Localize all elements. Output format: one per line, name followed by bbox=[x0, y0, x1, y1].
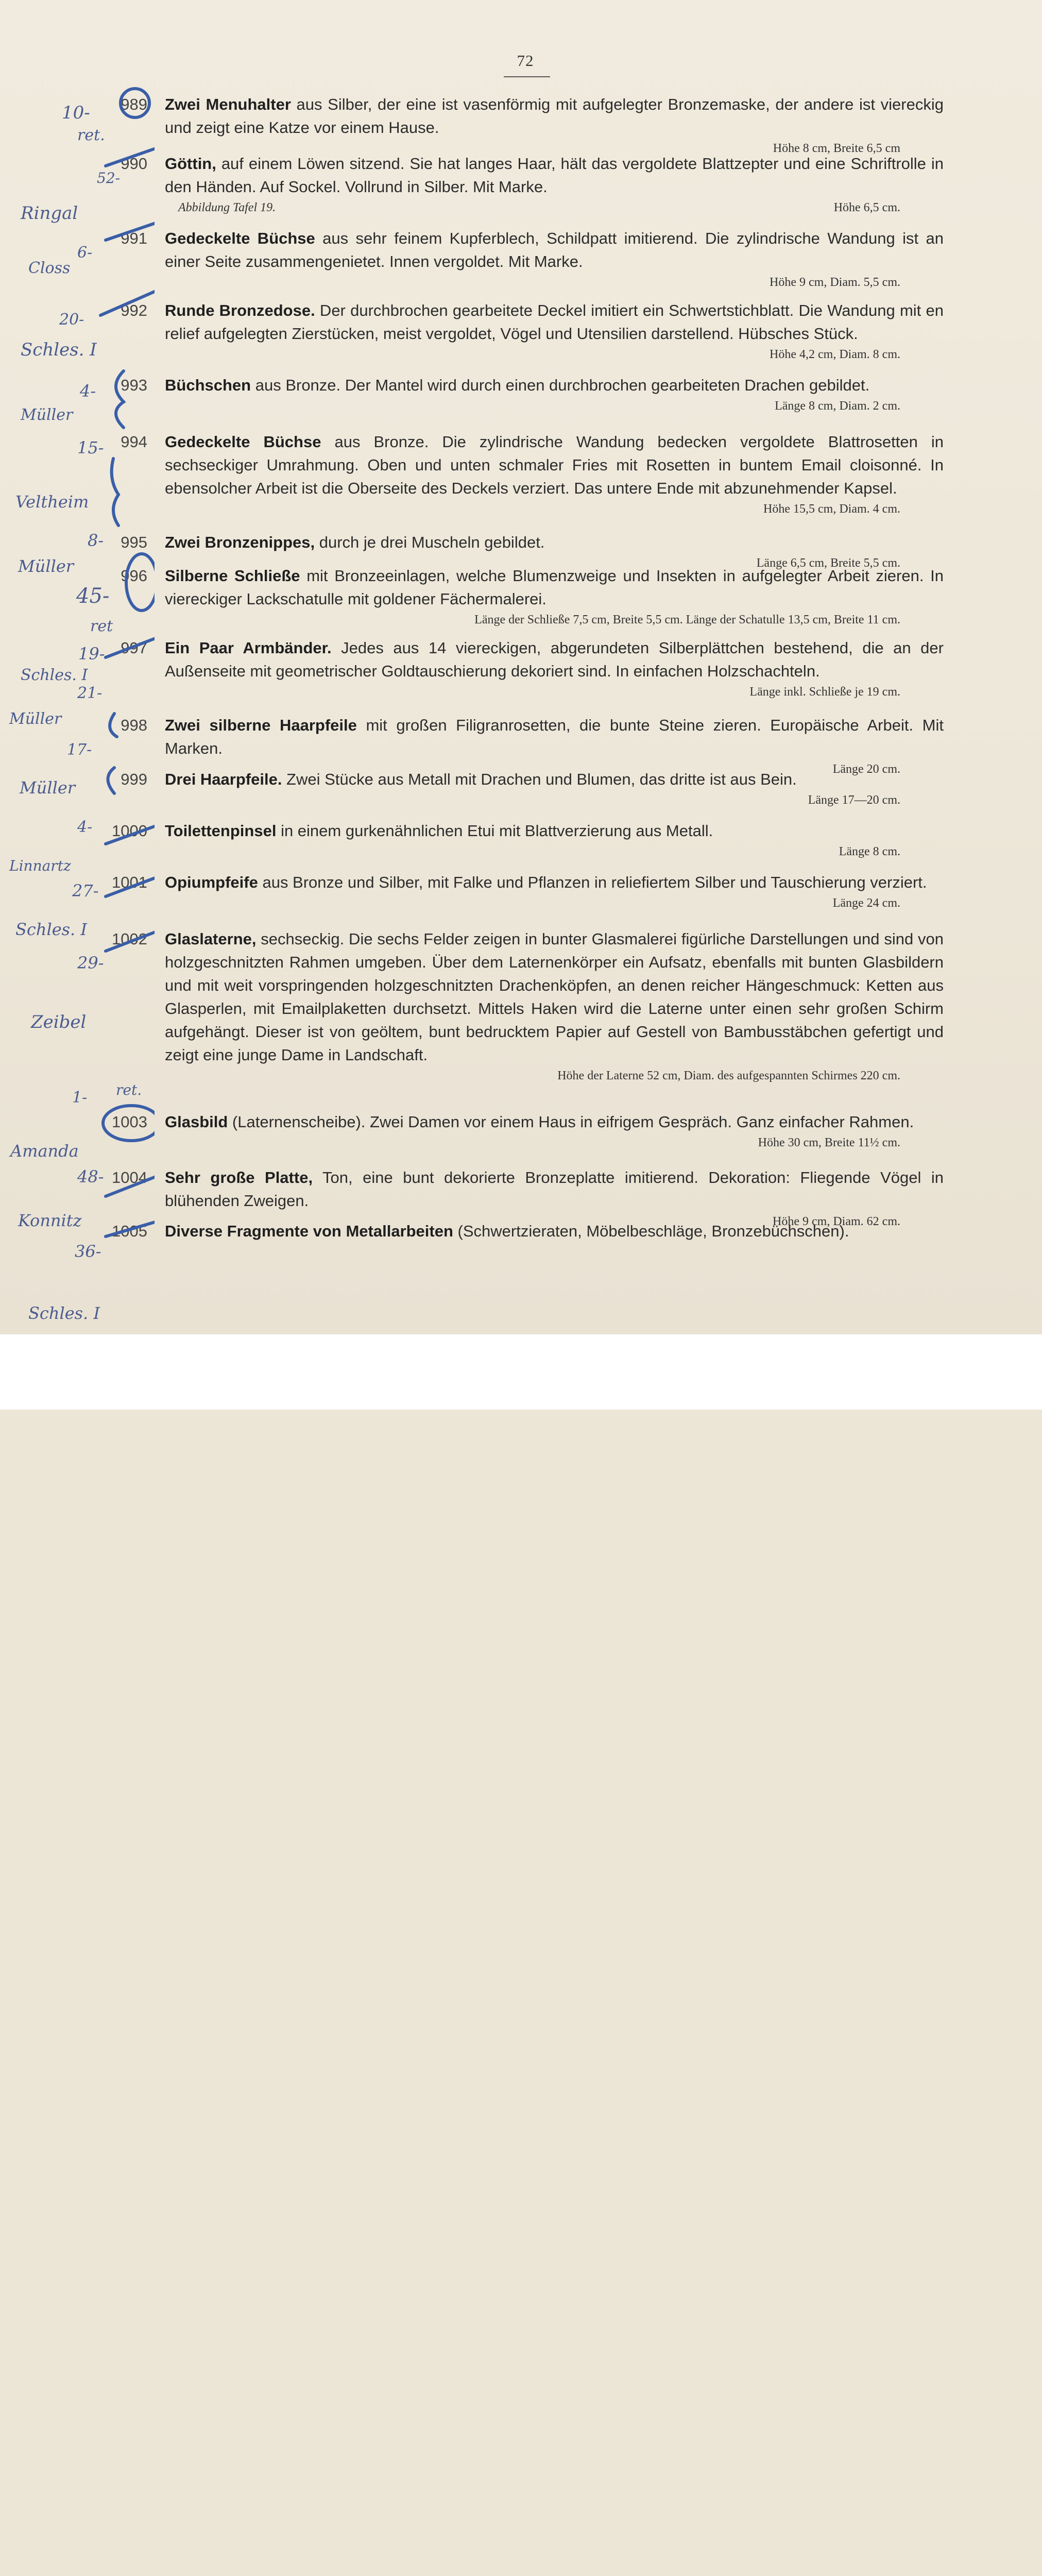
handwritten-note: ret. bbox=[116, 1081, 142, 1098]
entry-body bbox=[165, 152, 944, 217]
lot-number: 991 bbox=[121, 229, 147, 247]
measurements: Länge 20 cm. bbox=[832, 762, 900, 776]
viewer-footer bbox=[0, 1334, 1042, 1410]
handwritten-note: 36- bbox=[75, 1242, 101, 1261]
entry-description: aus sehr feinem Kupferblech, Schildpatt imitierend. Die zylindrische Wandung ist an einer Seite zusammengenietet. Innen vergoldet. Mit Marke. bbox=[165, 229, 944, 270]
handwritten-note: Schles. I bbox=[28, 1303, 100, 1323]
handwritten-note: Konnitz bbox=[18, 1211, 82, 1230]
lot-number: 989 bbox=[121, 95, 147, 113]
entry-description: Jedes aus 14 viereckigen, abgerundeten Silberplättchen bestehend, die an der Außenseite mit geometrischer Goldtauschierung dekoriert sind. In einfachen Holzschachteln. bbox=[165, 639, 944, 680]
measurements: Höhe 8 cm, Breite 6,5 cm bbox=[773, 142, 900, 155]
entry-title: Zwei Bronzenippes, bbox=[165, 533, 315, 551]
measurements: Länge inkl. Schließe je 19 cm. bbox=[749, 685, 900, 699]
handwritten-note: Linnartz bbox=[9, 857, 71, 874]
entry-body bbox=[165, 1219, 944, 1243]
handwritten-note: 48- bbox=[77, 1167, 104, 1187]
entry-title: Diverse Fragmente von Metallarbeiten bbox=[165, 1222, 453, 1240]
handwritten-note: 21- bbox=[77, 684, 103, 702]
handwritten-note: 19- bbox=[78, 644, 105, 664]
entry-description: in einem gurkenähnlichen Etui mit Blattverzierung aus Metall. bbox=[276, 822, 713, 840]
handwritten-note: Müller bbox=[21, 406, 73, 424]
lot-number: 1004 bbox=[112, 1168, 147, 1187]
entry-body bbox=[165, 93, 944, 158]
measurements: Länge der Schließe 7,5 cm, Breite 5,5 cm. Länge der Schatulle 13,5 cm, Breite 11 cm. bbox=[474, 613, 900, 626]
lot-number: 997 bbox=[121, 639, 147, 657]
entry-body bbox=[165, 374, 944, 415]
entry-title: Göttin, bbox=[165, 155, 216, 173]
handwritten-note: Müller bbox=[20, 778, 76, 798]
entry-title: Glaslaterne, bbox=[165, 930, 257, 948]
lot-number: 994 bbox=[121, 433, 147, 451]
lot-number: 998 bbox=[121, 716, 147, 734]
entry-description: mit großen Filigranrosetten, die bunte Steine zieren. Europäische Arbeit. Mit Marken. bbox=[165, 716, 944, 757]
measurements: Höhe 9 cm, Diam. 62 cm. bbox=[773, 1215, 900, 1228]
entry-body bbox=[165, 1110, 944, 1152]
entry-description: sechseckig. Die sechs Felder zeigen in bunter Glasmalerei figürliche Darstellungen und sind von holzgeschnitzten Rahmen umgeben. Über dem Laternenkörper ein Aufsatz, ebenfalls mit bunten Glasbildern und mit weit vorspringenden holzgeschnitzten Drachenköpfen, an denen reicher Hängeschmuck: Ketten aus Glasperlen, mit Emailplaketten durchsetzt. Mittels Haken wird die Laterne unter einen sehr großen Schirm aufgehängt. Dieser ist von geöltem, bunt bedrucktem Papier auf Gestell von Bambusstäbchen gefertigt und zeigt eine junge Dame in Landschaft. bbox=[165, 930, 944, 1064]
entry-description: aus Bronze. Die zylindrische Wandung bedecken vergoldete Blattrosetten in sechseckiger Umrahmung. Oben und unten schmaler Fries mit Rosetten in buntem Email cloisonné. In ebensolcher Arbeit ist die Oberseite des Deckels verziert. Das untere Ende mit abzunehmender Kapsel. bbox=[165, 433, 944, 497]
handwritten-note: 20- bbox=[59, 311, 84, 329]
handwritten-note: 52- bbox=[97, 170, 121, 187]
handwritten-note: 45- bbox=[76, 584, 110, 608]
lot-number: 993 bbox=[121, 376, 147, 394]
handwritten-note: 1- bbox=[72, 1089, 88, 1107]
handwritten-note: 4- bbox=[80, 381, 96, 401]
handwritten-note: Schles. I bbox=[15, 920, 88, 939]
lot-number: 1003 bbox=[112, 1113, 147, 1131]
lot-number: 1005 bbox=[112, 1222, 147, 1240]
handwritten-note: Amanda bbox=[10, 1141, 79, 1161]
measurements: Länge 8 cm. bbox=[839, 845, 900, 858]
lot-number: 992 bbox=[121, 301, 147, 319]
entry-description: durch je drei Muscheln gebildet. bbox=[315, 533, 545, 551]
entry-title: Ein Paar Armbänder. bbox=[165, 639, 332, 657]
handwritten-note: 27- bbox=[72, 881, 99, 901]
handwritten-note: ret bbox=[90, 617, 113, 635]
entry-body bbox=[165, 299, 944, 364]
measurements: Höhe 6,5 cm. bbox=[833, 201, 900, 214]
entry-title: Gedeckelte Büchse bbox=[165, 433, 321, 451]
entry-title: Toilettenpinsel bbox=[165, 822, 277, 840]
handwritten-note: 8- bbox=[88, 531, 104, 550]
lot-number: 1001 bbox=[112, 873, 147, 891]
measurements: Länge 17—20 cm. bbox=[808, 793, 900, 807]
handwritten-note: Zeibel bbox=[31, 1012, 87, 1032]
lot-number: 995 bbox=[121, 533, 147, 551]
entry-description: (Laternenscheibe). Zwei Damen vor einem Haus in eifrigem Gespräch. Ganz einfacher Rahmen. bbox=[228, 1113, 914, 1131]
entry-title: Sehr große Platte, bbox=[165, 1168, 313, 1187]
lot-number: 999 bbox=[121, 770, 147, 788]
entry-body bbox=[165, 927, 944, 1085]
handwritten-note: 6- bbox=[77, 244, 93, 262]
entry-body bbox=[165, 564, 944, 629]
entry-title: Silberne Schließe bbox=[165, 567, 300, 585]
entry-title: Zwei silberne Haarpfeile bbox=[165, 716, 357, 734]
handwritten-note: Ringal bbox=[21, 203, 78, 224]
handwritten-note: Veltheim bbox=[15, 492, 89, 512]
entry-body bbox=[165, 227, 944, 292]
entry-title: Opiumpfeife bbox=[165, 873, 258, 891]
entry-description: Ton, eine bunt dekorierte Bronzeplatte imitierend. Dekoration: Fliegende Vögel in blühenden Zweigen. bbox=[165, 1168, 944, 1210]
entry-description: (Schwertzieraten, Möbelbeschläge, Bronzebüchschen). bbox=[453, 1222, 849, 1240]
entry-description: Der durchbrochen gearbeitete Deckel imitiert ein Schwertstichblatt. Die Wandung mit en relief aufgelegten Zierstücken, meist vergoldet, Vögel und Utensilien darstellend. Hübsches Stück. bbox=[165, 301, 944, 343]
lot-number: 1002 bbox=[112, 930, 147, 948]
entry-description: aus Silber, der eine ist vasenförmig mit aufgelegter Bronzemaske, der andere ist viereckig und zeigt eine Katze vor einem Hause. bbox=[165, 95, 944, 137]
entry-title: Glasbild bbox=[165, 1113, 228, 1131]
handwritten-note: Müller bbox=[18, 556, 74, 576]
page-number-rule bbox=[504, 76, 550, 77]
entry-description: aus Bronze. Der Mantel wird durch einen durchbrochen gearbeiteten Drachen gebildet. bbox=[251, 376, 870, 394]
measurements: Länge 24 cm. bbox=[832, 896, 900, 910]
handwritten-note: Schles. I bbox=[21, 666, 88, 684]
lot-number: 990 bbox=[121, 155, 147, 173]
entry-description: Zwei Stücke aus Metall mit Drachen und Blumen, das dritte ist aus Bein. bbox=[282, 770, 797, 788]
measurements: Länge 6,5 cm, Breite 5,5 cm. bbox=[756, 556, 900, 570]
handwritten-note: 4- bbox=[77, 818, 93, 836]
handwritten-note: 29- bbox=[77, 953, 104, 973]
measurements: Höhe 9 cm, Diam. 5,5 cm. bbox=[770, 276, 900, 289]
plate-reference: Abbildung Tafel 19. bbox=[178, 201, 276, 214]
handwritten-note: 15- bbox=[77, 438, 104, 457]
entry-title: Büchschen bbox=[165, 376, 251, 394]
page-number: 72 bbox=[517, 52, 534, 70]
entry-body bbox=[165, 819, 944, 861]
handwritten-note: ret. bbox=[77, 126, 105, 144]
entry-body bbox=[165, 430, 944, 518]
entry-body bbox=[165, 768, 944, 809]
entry-title: Zwei Menuhalter bbox=[165, 95, 291, 113]
measurements: Höhe 15,5 cm, Diam. 4 cm. bbox=[763, 502, 900, 516]
measurements: Höhe 30 cm, Breite 11½ cm. bbox=[758, 1136, 900, 1149]
handwritten-note: 10- bbox=[62, 103, 90, 123]
handwritten-note: Schles. I bbox=[21, 340, 97, 360]
measurements: Höhe der Laterne 52 cm, Diam. des aufgespannten Schirmes 220 cm. bbox=[557, 1069, 900, 1082]
entry-body bbox=[165, 871, 944, 912]
entry-body bbox=[165, 636, 944, 701]
handwritten-note: 17- bbox=[67, 741, 92, 759]
lot-number: 996 bbox=[121, 567, 147, 585]
entry-description: auf einem Löwen sitzend. Sie hat langes Haar, hält das vergoldete Blattzepter und eine Schriftrolle in den Händen. Auf Sockel. Vollrund in Silber. Mit Marke. bbox=[165, 155, 944, 196]
entry-title: Gedeckelte Büchse bbox=[165, 229, 315, 247]
lot-number: 1000 bbox=[112, 822, 147, 840]
entry-title: Drei Haarpfeile. bbox=[165, 770, 282, 788]
entry-description: aus Bronze und Silber, mit Falke und Pflanzen in reliefiertem Silber und Tauschierung verziert. bbox=[258, 873, 927, 891]
entry-title: Runde Bronzedose. bbox=[165, 301, 315, 319]
caption-row bbox=[165, 198, 944, 217]
handwritten-note: Müller bbox=[9, 710, 62, 728]
measurements: Länge 8 cm, Diam. 2 cm. bbox=[775, 399, 900, 413]
measurements: Höhe 4,2 cm, Diam. 8 cm. bbox=[770, 348, 900, 361]
entry-description: mit Bronzeeinlagen, welche Blumenzweige und Insekten in aufgelegter Arbeit zieren. In viereckiger Lackschatulle mit goldener Fächermalerei. bbox=[165, 567, 944, 608]
handwritten-note: Closs bbox=[28, 259, 71, 277]
